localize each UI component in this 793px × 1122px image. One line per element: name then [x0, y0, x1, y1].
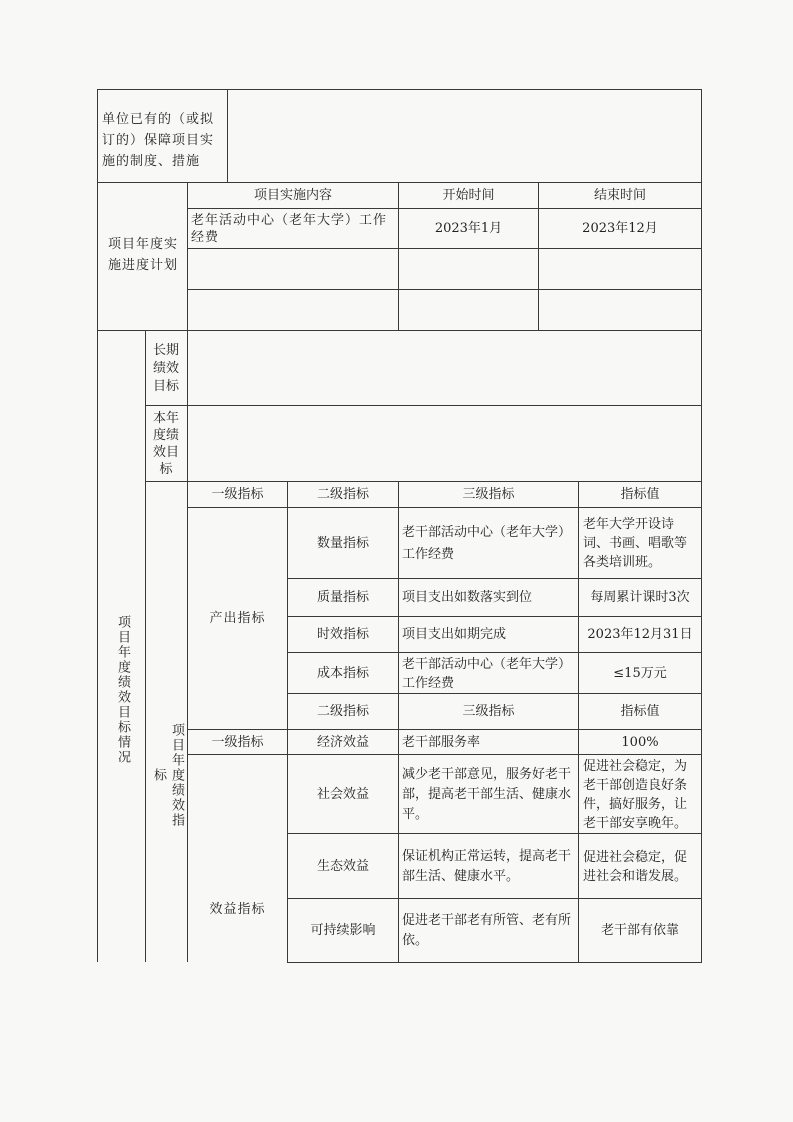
output-row-quality-level2: 质量指标 [316, 590, 369, 605]
header2-value: 指标值 [620, 704, 660, 719]
long-term-value[interactable] [189, 332, 700, 404]
benefit-row-economic-level2: 经济效益 [316, 734, 369, 750]
table-border-top [97, 89, 702, 90]
benefit-row-social-level3: 减少老干部意见，服务好老干部，提高老干部生活、健康水平。 [402, 766, 572, 822]
header2-level3: 三级指标 [462, 704, 515, 719]
grid-line [287, 962, 702, 963]
output-row-timeliness-level3: 项目支出如期完成 [402, 627, 507, 642]
header2-level1: 一级指标 [211, 734, 264, 750]
benefit-row-ecological-value: 促进社会稳定，促进社会和谐发展。 [583, 849, 688, 884]
grid-line [145, 405, 702, 406]
grid-line [287, 578, 702, 579]
header-level3: 三级指标 [462, 487, 515, 502]
grid-line [287, 833, 702, 834]
grid-line [145, 481, 702, 482]
grid-line [287, 652, 702, 653]
output-row-quality-value: 每周累计课时3次 [590, 590, 690, 605]
benefit-row-economic-level3: 老干部服务率 [402, 734, 481, 750]
header-level2: 二级指标 [316, 487, 369, 502]
output-row-timeliness-value: 2023年12月31日 [587, 627, 693, 642]
grid-line [578, 481, 579, 962]
schedule-header-content: 项目实施内容 [253, 188, 332, 203]
grid-line [187, 208, 702, 209]
system-measures-label: 单位已有的（或拟订的）保障项目实施的制度、措施 [102, 111, 215, 169]
header-level1: 一级指标 [211, 487, 264, 502]
header-value: 指标值 [620, 487, 660, 502]
benefit-row-social-level2: 社会效益 [316, 786, 369, 802]
grid-line [227, 89, 228, 182]
schedule-header-start: 开始时间 [442, 188, 495, 203]
grid-line [287, 693, 702, 694]
output-indicator-label: 产出指标 [209, 610, 266, 626]
grid-line [187, 182, 188, 330]
output-row-cost-level3: 老干部活动中心（老年大学）工作经费 [402, 656, 572, 691]
benefit-row-sustainability-value: 老干部有依靠 [600, 923, 679, 938]
grid-line [187, 289, 702, 290]
grid-line [187, 330, 188, 962]
output-row-quantity-value: 老年大学开设诗词、书画、唱歌等各类培训班。 [583, 517, 688, 570]
schedule-row-content: 老年活动中心（老年大学）工作经费 [191, 213, 388, 245]
output-row-cost-value: ≤15万元 [613, 665, 667, 681]
grid-line [187, 729, 702, 730]
annual-target-value[interactable] [189, 407, 700, 480]
header2-level2: 二级指标 [316, 704, 369, 719]
grid-line [287, 898, 702, 899]
grid-line [398, 481, 399, 962]
grid-line [538, 182, 539, 330]
output-row-quality-level3: 项目支出如数落实到位 [402, 590, 533, 605]
benefit-row-economic-value: 100% [621, 734, 659, 750]
table-border-right [701, 89, 702, 962]
schedule-row-start: 2023年1月 [434, 221, 503, 236]
benefit-row-ecological-level2: 生态效益 [316, 858, 369, 874]
grid-line [398, 182, 399, 330]
grid-line [287, 616, 702, 617]
long-term-label: 长期绩效目标 [152, 343, 179, 394]
benefit-row-sustainability-level2: 可持续影响 [310, 923, 376, 938]
grid-line [187, 248, 702, 249]
benefit-indicator-label: 效益指标 [209, 902, 266, 917]
output-row-timeliness-level2: 时效指标 [316, 627, 369, 642]
benefit-row-ecological-level3: 保证机构正常运转，提高老干部生活、健康水平。 [402, 848, 572, 884]
output-row-quantity-level3: 老干部活动中心（老年大学）工作经费 [402, 524, 572, 562]
annual-target-label: 本年度绩效目标 [152, 411, 179, 477]
output-row-quantity-level2: 数量指标 [316, 535, 369, 551]
grid-line [287, 481, 288, 962]
grid-line [187, 507, 702, 508]
benefit-row-social-value: 促进社会稳定，为老干部创造良好条件，搞好服务，让老干部安享晚年。 [583, 758, 688, 831]
benefit-row-sustainability-level3: 促进老干部老有所管、老有所依。 [402, 913, 572, 948]
indicators-label: 项目年度绩效指标 [151, 722, 184, 828]
grid-line [187, 754, 702, 755]
table-border-left [97, 89, 98, 962]
schedule-header-end: 结束时间 [593, 188, 646, 203]
output-row-cost-level2: 成本指标 [316, 665, 369, 681]
schedule-row-end: 2023年12月 [582, 221, 658, 236]
schedule-label: 项目年度实施进度计划 [107, 237, 178, 273]
performance-label: 项目年度绩效目标情况 [115, 615, 130, 765]
system-measures-value[interactable] [229, 91, 699, 181]
